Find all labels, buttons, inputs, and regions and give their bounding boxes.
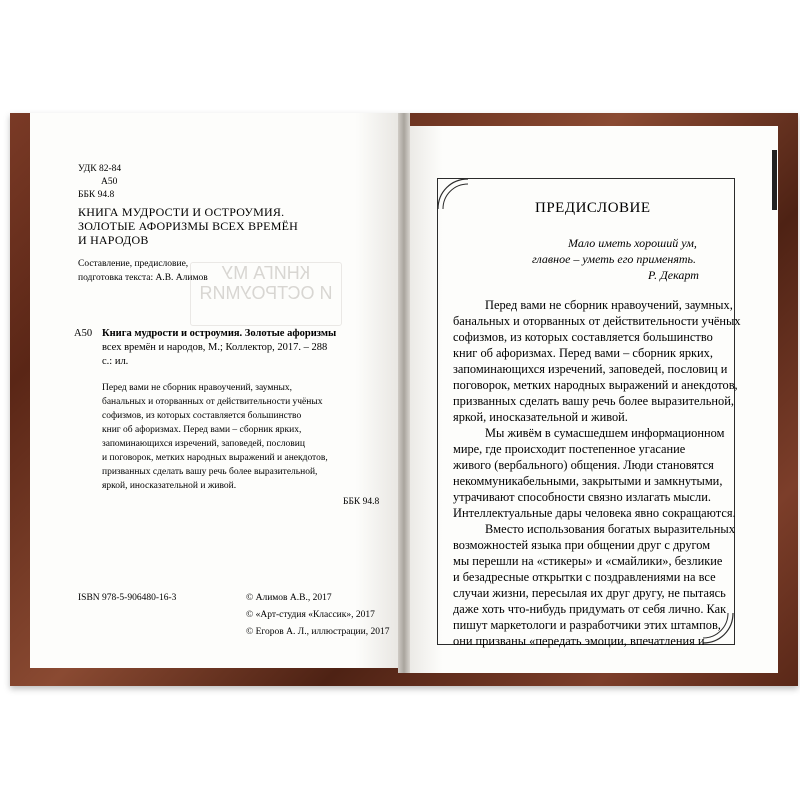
title-line: И НАРОДОВ [78,233,149,247]
body-line: даже хоть что-нибудь придумать от себя лично. Как [453,602,727,616]
book-spine-gutter [398,113,410,673]
annotation-line: и поговорок, метких народных выражений и анекдотов, [102,453,328,463]
author-mark: А50 [101,177,118,187]
body-line: утрачивают способности связно излагать мысли. [453,490,711,504]
copyright-line: © Алимов А.В., 2017 [246,593,332,603]
credits-line: Составление, предисловие, [78,259,189,269]
bbk-code-bottom: ББК 94.8 [343,497,380,507]
annotation-line: яркой, иносказательной и живой. [102,481,237,491]
annotation-line: софизмов, из которых составляется большинство [102,411,302,421]
credits-line: подготовка текста: А.В. Алимов [78,273,208,283]
title-line: КНИГА МУДРОСТИ И ОСТРОУМИЯ. [78,205,285,219]
body-line: пишут маркетологи и разработчики этих штампов, [453,618,721,632]
preface-heading: ПРЕДИСЛОВИЕ [535,200,651,216]
epigraph-line: Мало иметь хороший ум, [568,236,697,250]
body-line: возможностей языка при общении друг с другом [453,538,711,552]
copyright-line: © Егоров А. Л., иллюстрации, 2017 [246,627,390,637]
catalog-title: Книга мудрости и остроумия. Золотые афоризмы [102,328,337,339]
ornament-corner-top-left-icon [437,178,469,210]
body-line: случаи жизни, пересылая их друг другу, не пытаясь [453,586,726,600]
page-edge-marker [772,150,777,210]
catalog-line: с.: ил. [102,356,129,367]
udk-code: УДК 82-84 [78,164,122,174]
show-through-cover-title: КНИГА МУ И ОСТРОУМИЯ [190,262,342,326]
bbk-code: ББК 94.8 [78,190,115,200]
body-line: мире, где происходит постепенное угасание [453,442,686,456]
body-line: Перед вами не сборник нравоучений, заумных, [485,298,733,312]
title-line: ЗОЛОТЫЕ АФОРИЗМЫ ВСЕХ ВРЕМЁН [78,219,298,233]
body-line: и безадресные открытки с поздравлениями на все [453,570,716,584]
body-line: мы перешли на «стикеры» и «смайлики», безликие [453,554,723,568]
annotation-line: банальных и оторванных от действительности учёных [102,397,323,407]
body-line: некоммуникабельными, закрытыми и замкнутыми, [453,474,723,488]
body-line: призванных сделать вашу речь более выразительной, [453,394,734,408]
body-line: поговорок, метких народных выражений и анекдотов, [453,378,738,392]
catalog-code: А50 [74,328,93,339]
body-line: живого (вербального) общения. Люди становятся [453,458,714,472]
catalog-line: всех времён и народов, М.; Коллектор, 2017. – 288 [102,342,328,353]
annotation-line: запоминающихся изречений, заповедей, пословиц [102,439,305,449]
annotation-line: призванных сделать вашу речь более выразительной, [102,467,318,477]
annotation-line: Перед вами не сборник нравоучений, заумных, [102,383,292,393]
body-line: софизмов, из которых составляется большинство [453,330,713,344]
body-line: Интеллектуальные дары человека явно сокращаются. [453,506,736,520]
catalog-line [102,327,336,340]
copyright-line: © «Арт-студия «Классик», 2017 [246,610,375,620]
body-line: Вместо использования богатых выразительных [485,522,735,536]
body-line: книг об афоризмах. Перед вами – сборник ярких, [453,346,713,360]
isbn: ISBN 978-5-906480-16-3 [78,593,177,603]
body-line: Мы живём в сумасшедшем информационном [485,426,725,440]
body-line: они призваны «передать эмоции, впечатления и [453,634,705,648]
body-line: банальных и оторванных от действительности учёных [453,314,741,328]
epigraph-line: главное – уметь его применять. [532,252,697,266]
annotation-line: книг об афоризмах. Перед вами – сборник ярких, [102,425,302,435]
body-line: запоминающихся изречений, заповедей, пословиц и [453,362,728,376]
epigraph-author: Р. Декарт [648,268,699,282]
body-line: яркой, иносказательной и живой. [453,410,628,424]
